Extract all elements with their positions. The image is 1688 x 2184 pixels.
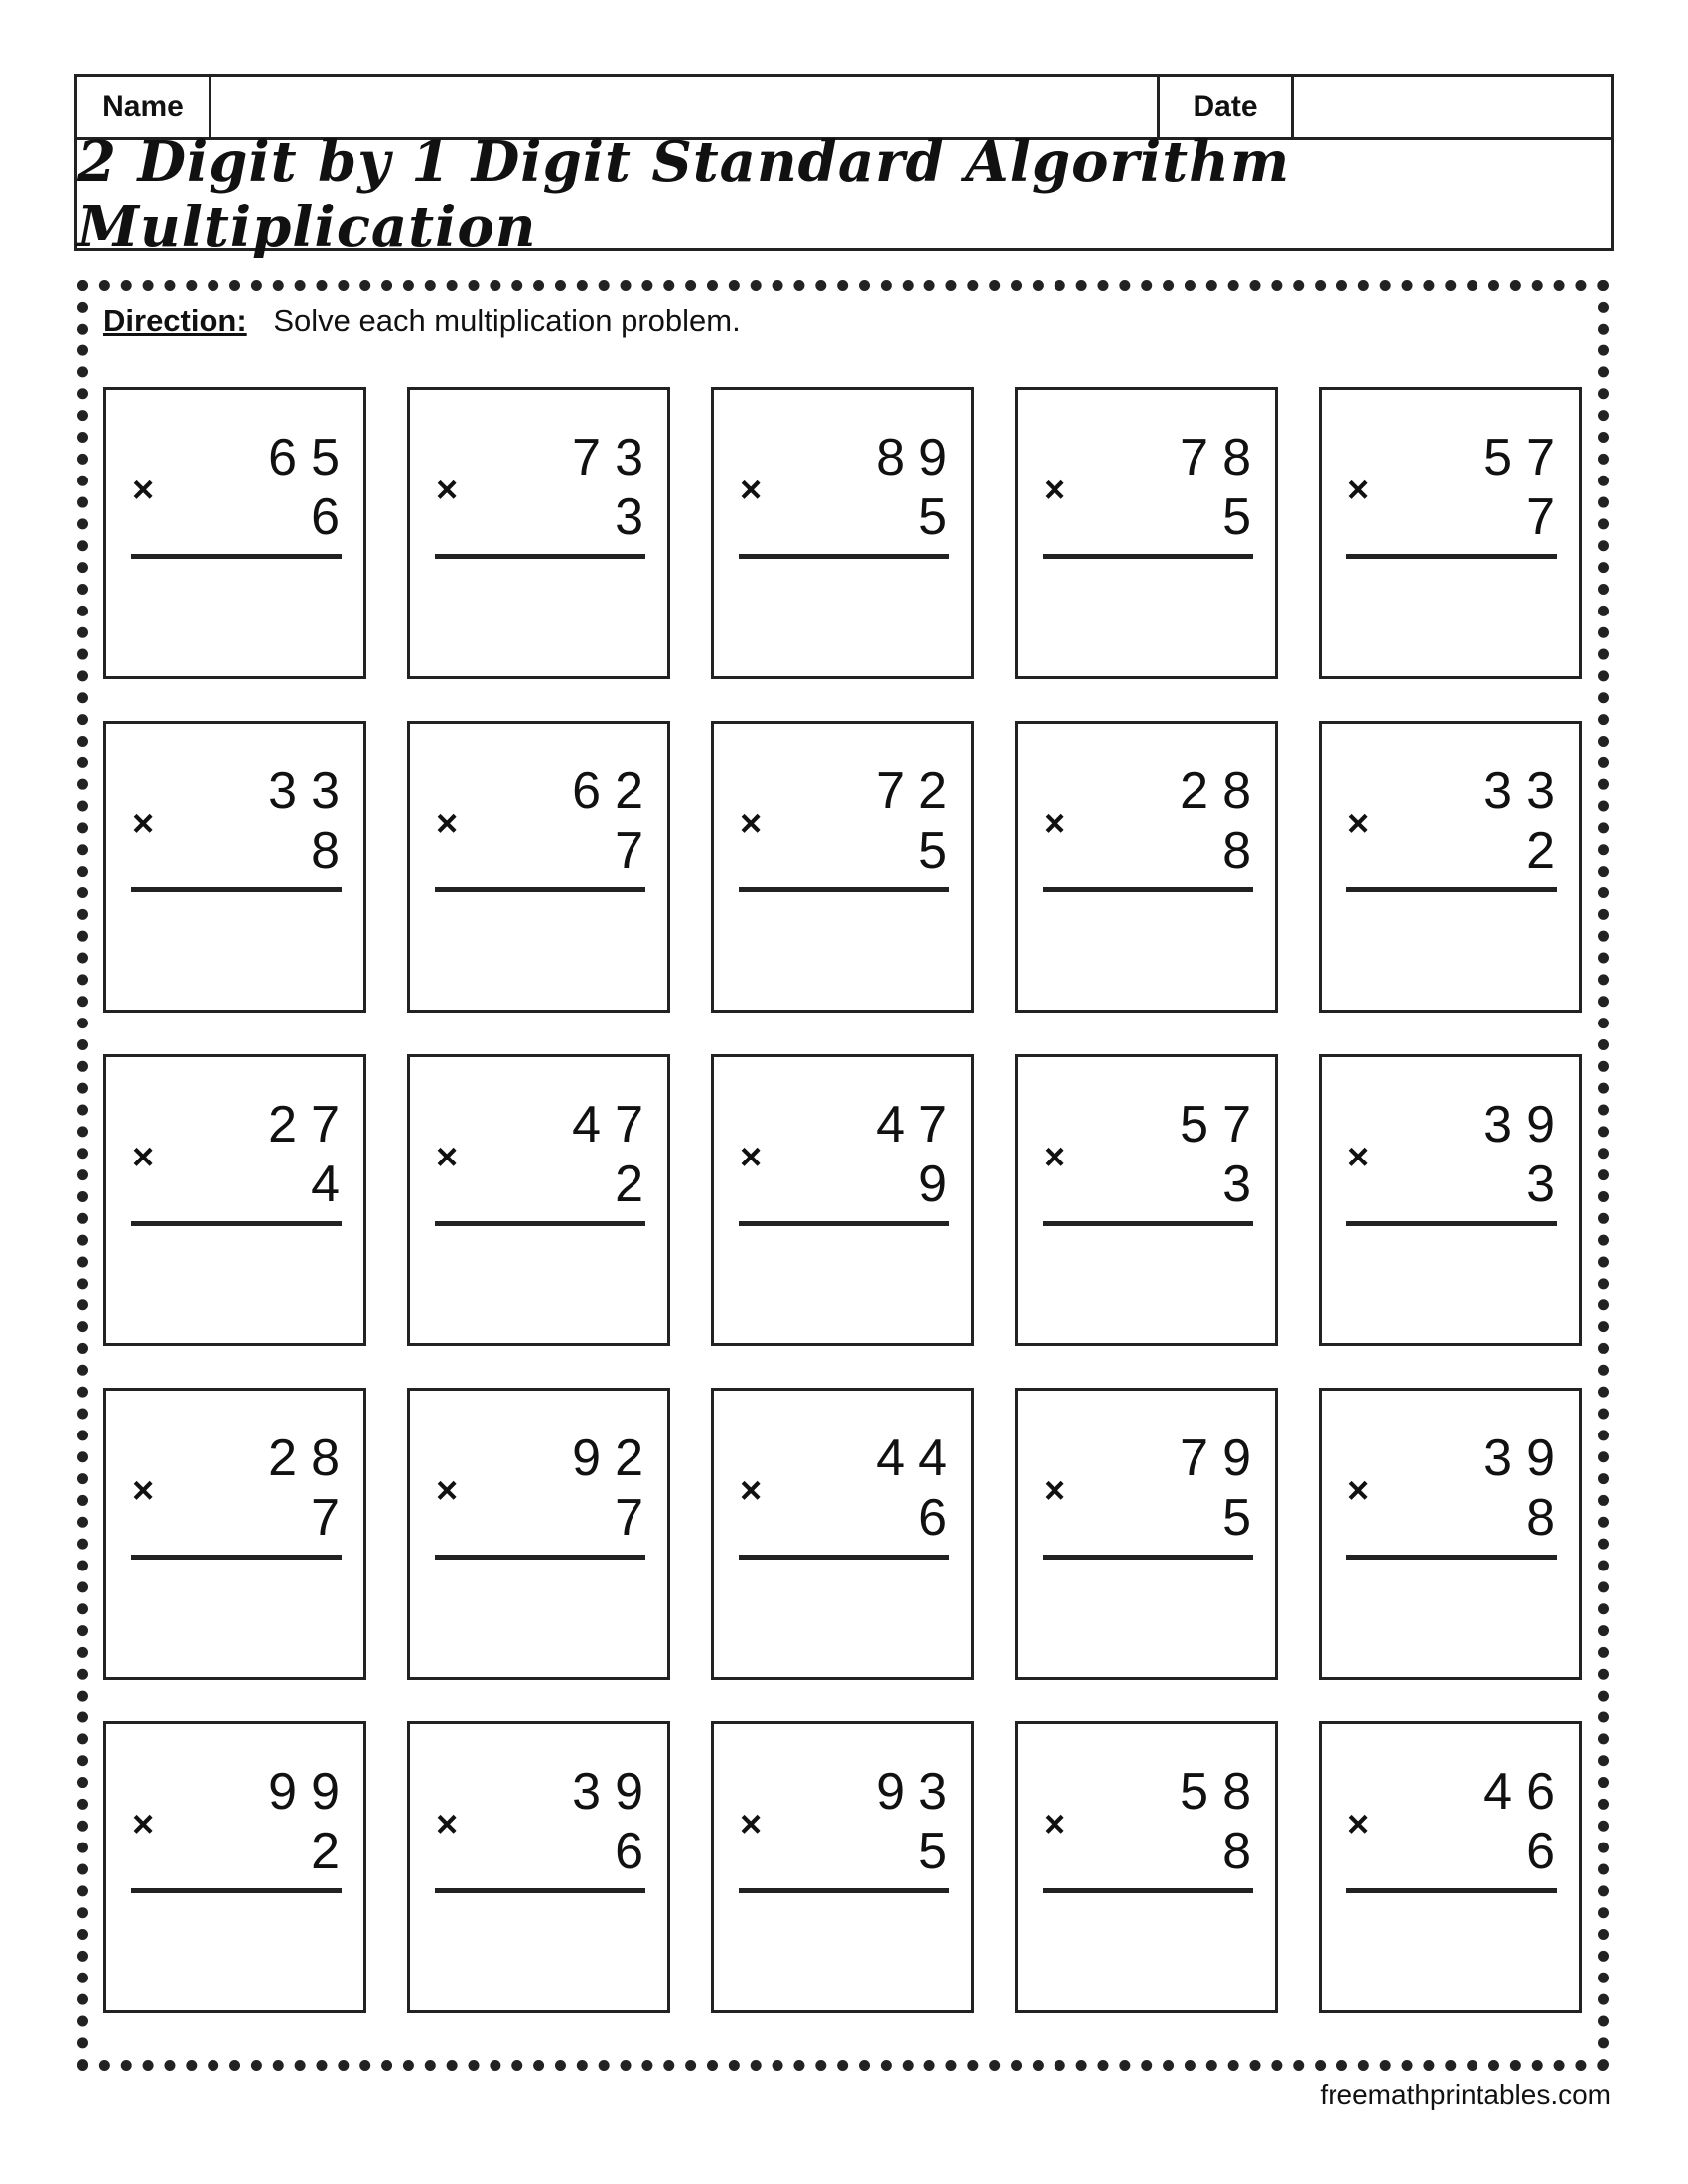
multiplicand: 58 bbox=[1180, 1763, 1265, 1821]
multiply-sign: × bbox=[132, 1137, 155, 1178]
multiply-sign: × bbox=[740, 803, 763, 845]
problem-box[interactable] bbox=[1319, 1721, 1582, 2013]
problem-box[interactable] bbox=[711, 1054, 974, 1346]
problem-box[interactable] bbox=[407, 1721, 670, 2013]
multiplier: 7 bbox=[311, 1489, 353, 1547]
multiplicand: 65 bbox=[268, 429, 353, 486]
answer-line bbox=[131, 1888, 342, 1893]
multiply-sign: × bbox=[1044, 1470, 1066, 1512]
answer-line bbox=[739, 887, 949, 892]
multiplier: 6 bbox=[1526, 1823, 1569, 1880]
multiplier: 2 bbox=[311, 1823, 353, 1880]
multiplier: 6 bbox=[918, 1489, 961, 1547]
multiply-sign: × bbox=[1347, 803, 1370, 845]
problem-box[interactable] bbox=[407, 721, 670, 1013]
multiply-sign: × bbox=[436, 1804, 459, 1845]
multiplier: 7 bbox=[615, 1489, 657, 1547]
problem-box[interactable] bbox=[1319, 1388, 1582, 1680]
problem-box[interactable] bbox=[711, 387, 974, 679]
answer-line bbox=[1043, 1555, 1253, 1560]
answer-line bbox=[1043, 887, 1253, 892]
multiplicand: 73 bbox=[572, 429, 657, 486]
multiplicand: 79 bbox=[1180, 1430, 1265, 1487]
multiply-sign: × bbox=[436, 803, 459, 845]
multiplier: 4 bbox=[311, 1156, 353, 1213]
problem-box[interactable] bbox=[711, 721, 974, 1013]
direction-text: Solve each multiplication problem. bbox=[273, 303, 741, 338]
answer-line bbox=[1346, 1221, 1557, 1226]
multiplier: 5 bbox=[918, 822, 961, 880]
multiplier: 3 bbox=[1222, 1156, 1265, 1213]
multiply-sign: × bbox=[1347, 470, 1370, 511]
problem-box[interactable] bbox=[1015, 721, 1278, 1013]
answer-line bbox=[435, 1888, 645, 1893]
multiplicand: 57 bbox=[1180, 1096, 1265, 1154]
multiplicand: 44 bbox=[876, 1430, 961, 1487]
multiplier: 5 bbox=[918, 1823, 961, 1880]
problem-box[interactable] bbox=[1015, 1054, 1278, 1346]
multiply-sign: × bbox=[132, 1470, 155, 1512]
multiplicand: 27 bbox=[268, 1096, 353, 1154]
answer-line bbox=[131, 1555, 342, 1560]
multiplier: 3 bbox=[615, 488, 657, 546]
multiplicand: 57 bbox=[1483, 429, 1569, 486]
problem-box[interactable] bbox=[711, 1721, 974, 2013]
direction-label: Direction: bbox=[103, 303, 247, 338]
multiplicand: 46 bbox=[1483, 1763, 1569, 1821]
multiplier: 7 bbox=[615, 822, 657, 880]
answer-line bbox=[1346, 554, 1557, 559]
answer-line bbox=[435, 1221, 645, 1226]
multiplier: 3 bbox=[1526, 1156, 1569, 1213]
worksheet-title: 2 Digit by 1 Digit Standard Algorithm Multiplication bbox=[77, 128, 1291, 260]
direction-line bbox=[103, 303, 741, 339]
name-label: Name bbox=[77, 77, 211, 137]
problem-box[interactable] bbox=[103, 1054, 366, 1346]
date-label: Date bbox=[1160, 77, 1294, 137]
multiplier: 7 bbox=[1526, 488, 1569, 546]
answer-line bbox=[1043, 1221, 1253, 1226]
problem-box[interactable] bbox=[1319, 721, 1582, 1013]
multiply-sign: × bbox=[740, 1804, 763, 1845]
problem-box[interactable] bbox=[1015, 387, 1278, 679]
multiplier: 2 bbox=[1526, 822, 1569, 880]
answer-line bbox=[739, 1555, 949, 1560]
problem-box[interactable] bbox=[711, 1388, 974, 1680]
multiply-sign: × bbox=[132, 803, 155, 845]
answer-line bbox=[131, 554, 342, 559]
multiply-sign: × bbox=[132, 1804, 155, 1845]
multiplicand: 28 bbox=[1180, 762, 1265, 820]
multiplicand: 92 bbox=[572, 1430, 657, 1487]
multiply-sign: × bbox=[436, 1470, 459, 1512]
multiplicand: 47 bbox=[876, 1096, 961, 1154]
multiply-sign: × bbox=[1347, 1470, 1370, 1512]
problem-box[interactable] bbox=[1319, 387, 1582, 679]
multiply-sign: × bbox=[1044, 1137, 1066, 1178]
answer-line bbox=[435, 554, 645, 559]
multiplier: 5 bbox=[918, 488, 961, 546]
problem-box[interactable] bbox=[407, 387, 670, 679]
multiply-sign: × bbox=[436, 470, 459, 511]
multiplier: 8 bbox=[1222, 1823, 1265, 1880]
multiplicand: 33 bbox=[1483, 762, 1569, 820]
problem-box[interactable] bbox=[407, 1388, 670, 1680]
answer-line bbox=[1346, 887, 1557, 892]
problem-box[interactable] bbox=[1319, 1054, 1582, 1346]
multiplier: 8 bbox=[1222, 822, 1265, 880]
problem-box[interactable] bbox=[103, 387, 366, 679]
problem-box[interactable] bbox=[103, 1721, 366, 2013]
problem-box[interactable] bbox=[407, 1054, 670, 1346]
answer-line bbox=[1346, 1888, 1557, 1893]
answer-line bbox=[131, 887, 342, 892]
multiply-sign: × bbox=[740, 1137, 763, 1178]
multiply-sign: × bbox=[1044, 803, 1066, 845]
multiplicand: 39 bbox=[572, 1763, 657, 1821]
multiply-sign: × bbox=[740, 470, 763, 511]
problem-box[interactable] bbox=[103, 1388, 366, 1680]
multiplicand: 99 bbox=[268, 1763, 353, 1821]
multiplicand: 89 bbox=[876, 429, 961, 486]
problem-box[interactable] bbox=[1015, 1388, 1278, 1680]
multiplier: 8 bbox=[311, 822, 353, 880]
multiply-sign: × bbox=[132, 470, 155, 511]
footer-site: freemathprintables.com bbox=[1320, 2079, 1611, 2110]
answer-line bbox=[435, 1555, 645, 1560]
multiplier: 9 bbox=[918, 1156, 961, 1213]
answer-line bbox=[435, 887, 645, 892]
multiplier: 8 bbox=[1526, 1489, 1569, 1547]
problem-box[interactable] bbox=[1015, 1721, 1278, 2013]
multiply-sign: × bbox=[436, 1137, 459, 1178]
answer-line bbox=[1043, 1888, 1253, 1893]
multiplier: 6 bbox=[615, 1823, 657, 1880]
problem-box[interactable] bbox=[103, 721, 366, 1013]
multiplicand: 39 bbox=[1483, 1096, 1569, 1154]
answer-line bbox=[739, 1221, 949, 1226]
multiplicand: 93 bbox=[876, 1763, 961, 1821]
multiply-sign: × bbox=[1044, 470, 1066, 511]
answer-line bbox=[739, 554, 949, 559]
answer-line bbox=[739, 1888, 949, 1893]
answer-line bbox=[1043, 554, 1253, 559]
multiplicand: 78 bbox=[1180, 429, 1265, 486]
multiply-sign: × bbox=[1044, 1804, 1066, 1845]
answer-line bbox=[1346, 1555, 1557, 1560]
multiplicand: 28 bbox=[268, 1430, 353, 1487]
multiply-sign: × bbox=[1347, 1804, 1370, 1845]
multiplicand: 39 bbox=[1483, 1430, 1569, 1487]
multiplier: 2 bbox=[615, 1156, 657, 1213]
multiplier: 5 bbox=[1222, 1489, 1265, 1547]
answer-line bbox=[131, 1221, 342, 1226]
multiplicand: 33 bbox=[268, 762, 353, 820]
worksheet-header bbox=[74, 74, 1614, 260]
multiplicand: 62 bbox=[572, 762, 657, 820]
multiplier: 6 bbox=[311, 488, 353, 546]
multiplier: 5 bbox=[1222, 488, 1265, 546]
multiplicand: 72 bbox=[876, 762, 961, 820]
multiplicand: 47 bbox=[572, 1096, 657, 1154]
multiply-sign: × bbox=[1347, 1137, 1370, 1178]
multiply-sign: × bbox=[740, 1470, 763, 1512]
